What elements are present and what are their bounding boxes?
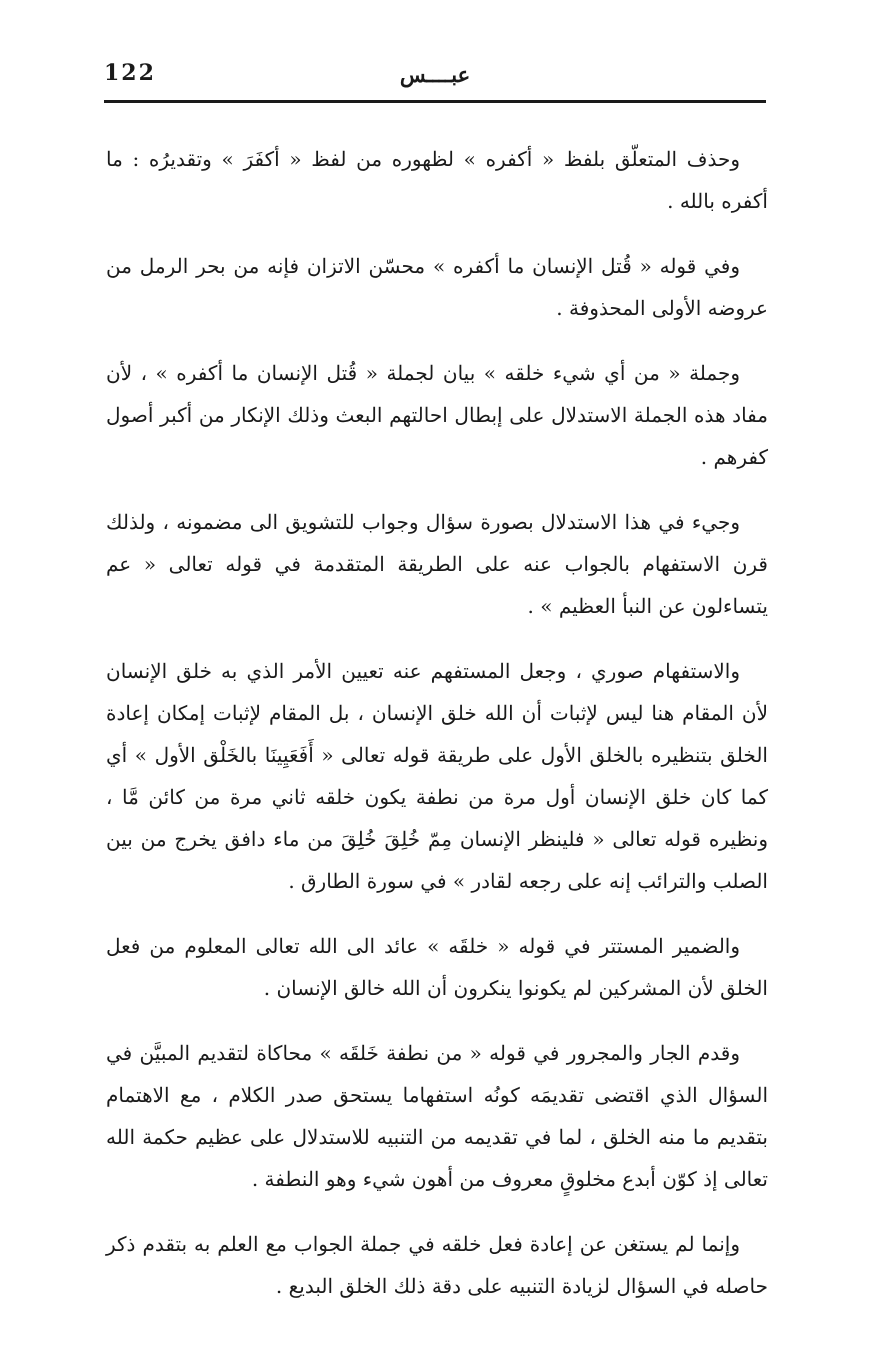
paragraph: وفي قوله « قُتل الإنسان ما أكفره » محسّن الاتزان فإنه من بحر الرمل من عروضه الأولى المحذوفة .	[106, 254, 768, 320]
header-rule	[104, 100, 766, 103]
paragraph: وجيء في هذا الاستدلال بصورة سؤال وجواب للتشويق الى مضمونه ، ولذلك قرن الاستفهام بالجواب عنه على الطريقة المتقدمة في قوله تعالى « عم يتساءلون عن النبأ العظيم » .	[106, 510, 768, 618]
paragraph: وحذف المتعلّق بلفظ « أكفره » لظهوره من لفظ « أكفَرَ » وتقديرُه : ما أكفره بالله .	[106, 147, 768, 213]
paragraph: وإنما لم يستغن عن إعادة فعل خلقه في جملة الجواب مع العلم به بتقدم ذكر حاصله في السؤال لزيادة التنبيه على دقة ذلك الخلق البديع .	[106, 1232, 768, 1298]
body-text	[106, 138, 768, 1330]
paragraph: وجملة « من أي شيء خلقه » بيان لجملة « قُتل الإنسان ما أكفره » ، لأن مفاد هذه الجملة الاستدلال على إبطال احالتهم البعث وذلك الإنكار من أكبر أصول كفرهم .	[106, 361, 768, 469]
page-header	[104, 60, 766, 100]
paragraph: والاستفهام صوري ، وجعل المستفهم عنه تعيين الأمر الذي به خلق الإنسان لأن المقام هنا ليس لإثبات أن الله خلق الإنسان ، بل المقام لإثبات إمكان إعادة الخلق بتنظيره بالخلق الأول على طريقة قوله تعالى « أَفَعَيِينَا بالخَلْق الأول » أي كما كان خلق الإنسان أول مرة من نطفة يكون خلقه ثاني مرة من كائن مَّا ، ونظيره قوله تعالى « فلينظر الإنسان مِمّ خُلِقَ خُلِقَ من ماء دافق يخرج من بين الصلب والترائب إنه على رجعه لقادر » في سورة الطارق .	[106, 659, 768, 893]
running-title: عبــــس	[399, 62, 471, 87]
paragraph: والضمير المستتر في قوله « خلقَه » عائد الى الله تعالى المعلوم من فعل الخلق لأن المشركين لم يكونوا ينكرون أن الله خالق الإنسان .	[106, 934, 768, 1000]
paragraph: وقدم الجار والمجرور في قوله « من نطفة خَلقَه » محاكاة لتقديم المبيَّن في السؤال الذي اقتضى تقديمَه كونُه استفهاما يستحق صدر الكلام ، مع الاهتمام بتقديم ما منه الخلق ، لما في تقديمه من التنبيه للاستدلال على عظيم حكمة الله تعالى إذ كوّن أبدع مخلوقٍ معروف من أهون شيء وهو النطفة .	[106, 1041, 768, 1191]
page-number: 122	[104, 60, 156, 86]
